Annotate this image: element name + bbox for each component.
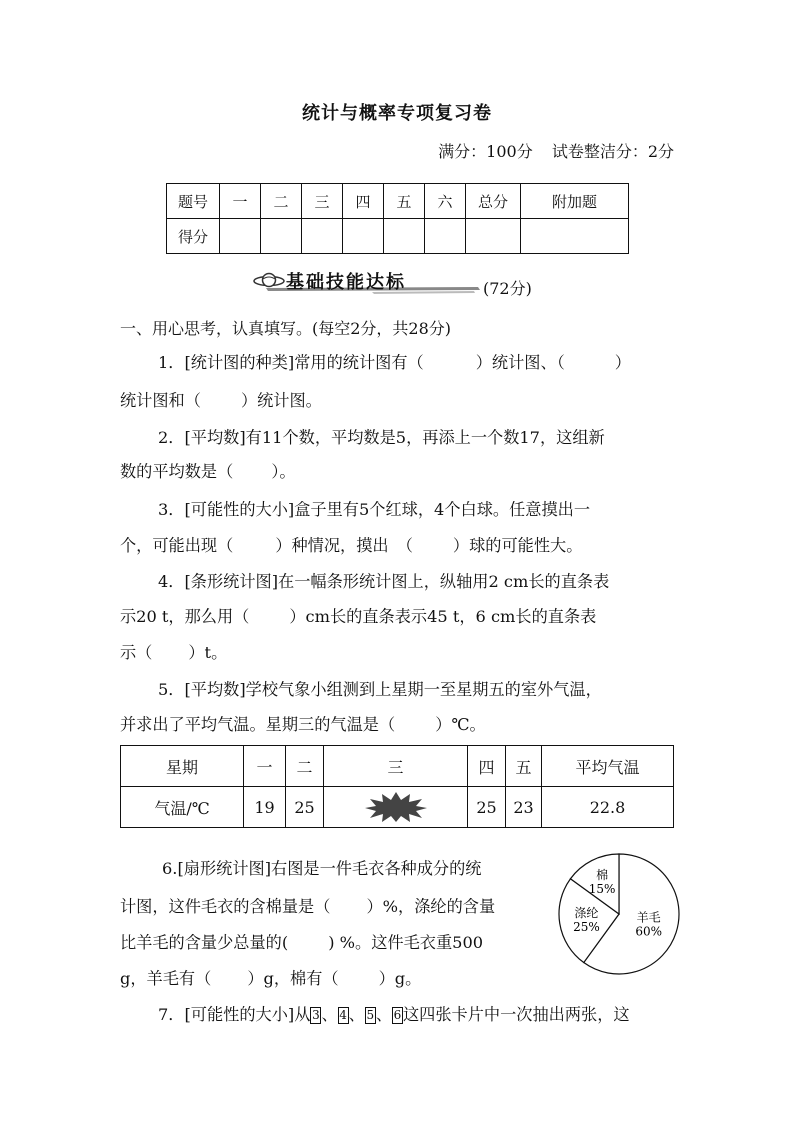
score-cell[interactable] xyxy=(302,219,343,254)
full-score: 满分：100分 xyxy=(438,142,533,161)
question-3-line-2: 个，可能出现（ ）种情况，摸出 （ ）球的可能性大。 xyxy=(120,536,583,555)
question-4-line-2: 示20 t，那么用（ ）cm长的直条表示45 t，6 cm长的直条表 xyxy=(120,607,597,626)
temp-header-cell: 星期 xyxy=(121,746,244,787)
score-info xyxy=(424,139,674,162)
number-card: 3 xyxy=(312,1008,320,1022)
temp-header-cell: 二 xyxy=(286,746,324,787)
page-title: 统计与概率专项复习卷 xyxy=(302,103,492,124)
score-cell[interactable] xyxy=(425,219,466,254)
question-2-line-2: 数的平均数是（ ）。 xyxy=(120,462,296,481)
score-cell[interactable] xyxy=(343,219,384,254)
temp-value-cell: 25 xyxy=(468,787,506,828)
temp-header-cell: 五 xyxy=(506,746,542,787)
question-3-line-1: 3．[可能性的大小]盒子里有5个红球，4个白球。任意摸出一 xyxy=(158,500,591,519)
question-4-line-3: 示（ ）t。 xyxy=(120,643,228,662)
number-card: 4 xyxy=(339,1008,347,1022)
hidden-value-cell xyxy=(324,787,468,828)
temp-header-cell: 平均气温 xyxy=(542,746,674,787)
temp-header-cell: 一 xyxy=(244,746,286,787)
pie-slice-percent: 15% xyxy=(588,881,616,896)
planet-icon xyxy=(254,274,284,287)
score-cell[interactable] xyxy=(521,219,629,254)
temperature-header-row xyxy=(121,746,674,787)
temp-row-label: 气温/℃ xyxy=(121,787,244,828)
grade-row-label: 得分 xyxy=(167,219,220,254)
pie-slice-name: 涤纶 xyxy=(574,906,599,921)
grade-header-cell: 一 xyxy=(220,184,261,219)
pie-slice-name: 羊毛 xyxy=(636,910,661,925)
temperature-table xyxy=(120,745,674,828)
question-1-line-1: 1．[统计图的种类]常用的统计图有（ ）统计图、（ ） xyxy=(158,353,631,372)
question-4-line-1: 4．[条形统计图]在一幅条形统计图上，纵轴用2 cm长的直条表 xyxy=(158,572,610,591)
score-cell[interactable] xyxy=(384,219,425,254)
temp-value-cell: 25 xyxy=(286,787,324,828)
sweater-pie-chart xyxy=(556,851,682,977)
grade-header-cell: 六 xyxy=(425,184,466,219)
grade-table xyxy=(166,183,629,254)
score-cell[interactable] xyxy=(261,219,302,254)
grade-header-cell: 二 xyxy=(261,184,302,219)
banner-score: (72分) xyxy=(483,279,532,298)
score-cell[interactable] xyxy=(466,219,521,254)
question-7-line-1: 7．[可能性的大小]从 3 、 4 、 5 、 6 这四张卡片中一次抽出两张，这 xyxy=(158,1005,630,1024)
section-banner xyxy=(252,266,484,300)
question-6-line-4: g，羊毛有（ ）g，棉有（ ）g。 xyxy=(120,969,422,988)
question-2-line-1: 2．[平均数]有11个数，平均数是5，再添上一个数17，这组新 xyxy=(158,428,605,447)
question-6-line-3: 比羊毛的含量少总量的( ) %。这件毛衣重500 xyxy=(120,933,484,952)
question-5-line-1: 5．[平均数]学校气象小组测到上星期一至星期五的室外气温， xyxy=(158,680,602,699)
pie-slice-name: 棉 xyxy=(596,867,609,882)
number-card: 6 xyxy=(393,1008,402,1022)
grade-header-cell: 附加题 xyxy=(521,184,629,219)
temp-value-cell: 23 xyxy=(506,787,542,828)
temp-value-cell: 22.8 xyxy=(542,787,674,828)
question-5-line-2: 并求出了平均气温。星期三的气温是（ ）℃。 xyxy=(120,715,486,734)
grade-header-cell: 题号 xyxy=(167,184,220,219)
temp-header-cell: 四 xyxy=(468,746,506,787)
neatness-score: 试卷整洁分：2分 xyxy=(551,142,674,161)
score-cell[interactable] xyxy=(220,219,261,254)
question-6-line-2: 计图，这件毛衣的含棉量是（ ）%，涤纶的含量 xyxy=(120,897,496,916)
temp-value-cell: 19 xyxy=(244,787,286,828)
temperature-value-row xyxy=(121,787,674,828)
grade-header-cell: 总分 xyxy=(466,184,521,219)
number-card: 5 xyxy=(366,1008,375,1022)
grade-header-cell: 五 xyxy=(384,184,425,219)
ink-splash-icon xyxy=(364,791,428,823)
grade-header-cell: 三 xyxy=(302,184,343,219)
pie-slice-percent: 25% xyxy=(573,920,600,935)
pie-slice-percent: 60% xyxy=(635,924,663,939)
grade-table-header-row xyxy=(167,184,629,219)
temp-header-cell: 三 xyxy=(324,746,468,787)
question-1-line-2: 统计图和（ ）统计图。 xyxy=(120,391,322,410)
grade-header-cell: 四 xyxy=(343,184,384,219)
banner-title: 基础技能达标 xyxy=(286,272,406,293)
section-heading: 一、用心思考，认真填写。(每空2分，共28分) xyxy=(120,319,452,338)
grade-table-score-row xyxy=(167,219,629,254)
question-6-line-1: 6.[扇形统计图]右图是一件毛衣各种成分的统 xyxy=(162,859,482,878)
